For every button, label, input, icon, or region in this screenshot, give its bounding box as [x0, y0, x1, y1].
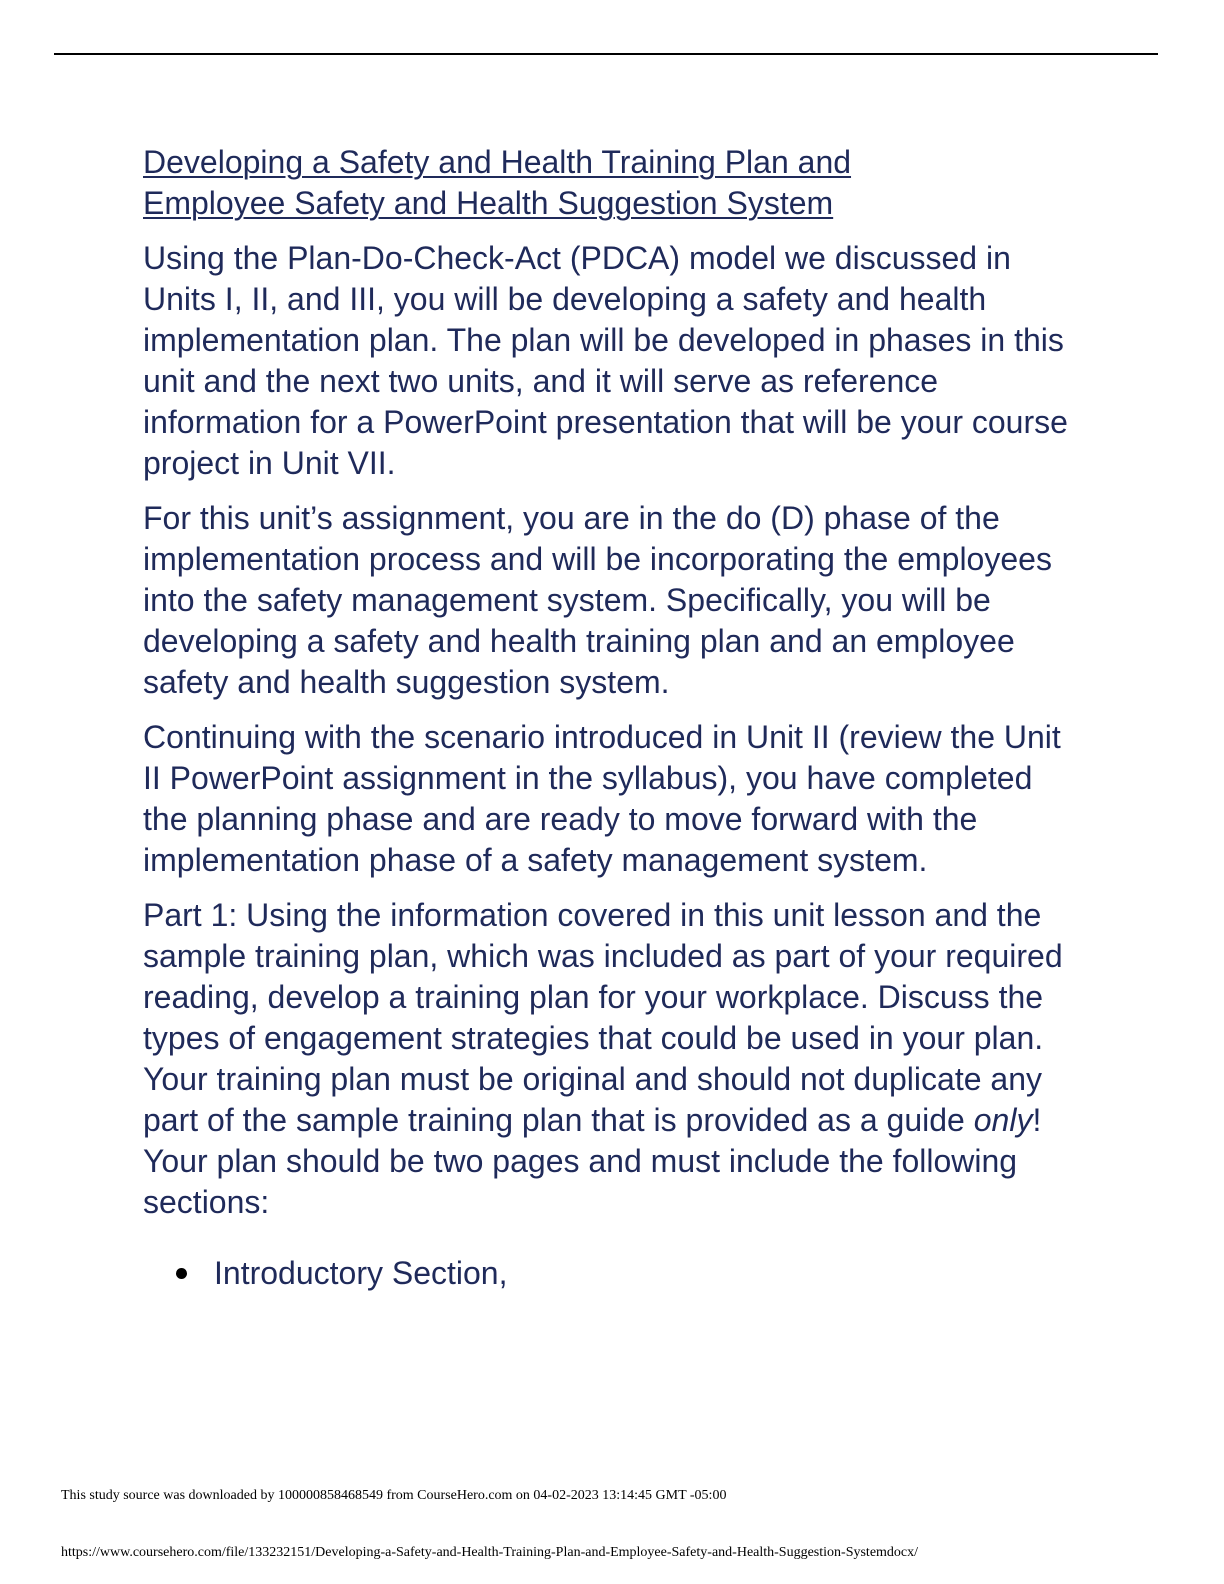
download-notice: This study source was downloaded by 100000858468549 from CourseHero.com on 04-02-2023 13:14:45 GMT -05:00 [61, 1488, 727, 1503]
sections-list [143, 1253, 1073, 1294]
list-item-label: Introductory Section, [214, 1255, 508, 1291]
title-line-2: Employee Safety and Health Suggestion System [143, 185, 834, 221]
paragraph-scenario: Continuing with the scenario introduced in Unit II (review the Unit II PowerPoint assignment in the syllabus), you have completed the planning phase and are ready to move forward with the implementation phase of a safety management system. [143, 719, 1061, 878]
paragraph-part-1 [143, 895, 1073, 1223]
part-1-emphasis: only [973, 1102, 1033, 1138]
part-1-text-end: ! Your plan should be two pages and must include the following sections: [143, 1102, 1042, 1220]
paragraph-intro: Using the Plan-Do-Check-Act (PDCA) model we discussed in Units I, II, and III, you will be developing a safety and health implementation plan. The plan will be developed in phases in this unit and the next two units, and it will serve as reference information for a PowerPoint presentation that will be your course project in Unit VII. [143, 240, 1068, 481]
document-title [143, 142, 1073, 224]
part-1-text: Part 1: Using the information covered in this unit lesson and the sample training plan, which was included as part of your required reading, develop a training plan for your workplace. Discuss the types of engagement strategies that could be used in your plan. Your training plan must be original and should not duplicate any part of the sample training plan that is provided as a guide [143, 897, 1063, 1138]
top-rule [54, 53, 1158, 55]
document-body [143, 142, 1073, 1294]
title-line-1: Developing a Safety and Health Training Plan and [143, 144, 852, 180]
list-item [143, 1253, 1073, 1294]
bullet-icon [176, 1268, 187, 1279]
paragraph-do-phase: For this unit’s assignment, you are in the do (D) phase of the implementation process and will be incorporating the employees into the safety management system. Specifically, you will be developing a safety and health training plan and an employee safety and health suggestion system. [143, 500, 1052, 700]
source-url[interactable]: https://www.coursehero.com/file/133232151/Developing-a-Safety-and-Health-Training-Plan-and-Employee-Safety-and-Health-Suggestion-Systemdocx/ [61, 1545, 919, 1560]
